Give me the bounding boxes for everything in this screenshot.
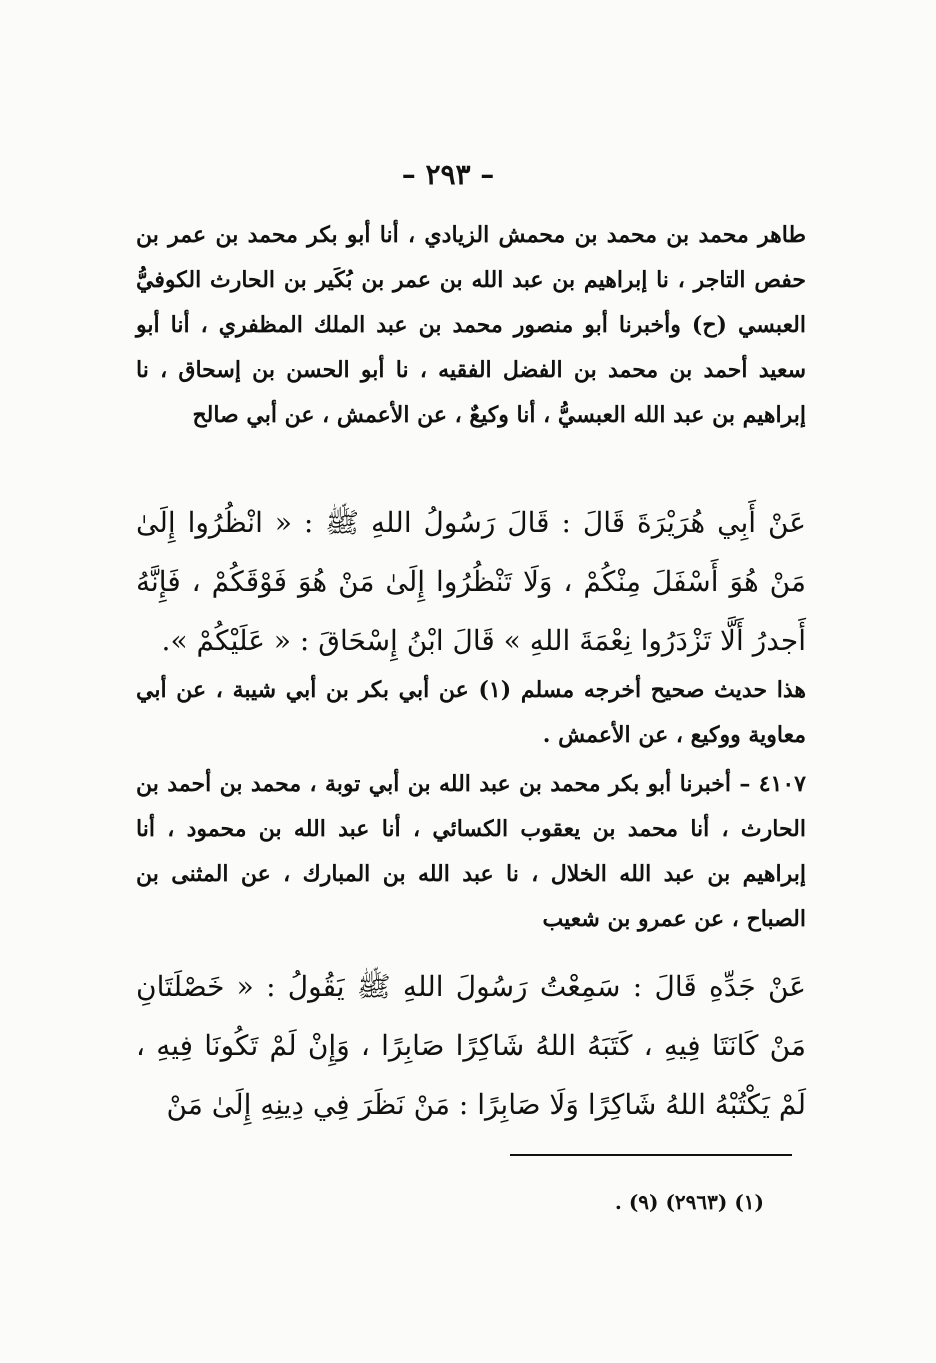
hadith-paragraph-1 [136, 493, 806, 670]
page-number: – ٢٩٣ – [401, 158, 495, 191]
isnad-paragraph-1 [136, 213, 806, 438]
isnad-text-2: ٤١٠٧ – أخبرنا أبو بكر محمد بن عبد الله بن أبي توبة ، محمد بن أحمد بن الحارث ، أنا محمد بن يعقوب الكسائي ، أنا عبد الله بن محمود ، أنا إبراهيم بن عبد الله الخلال ، نا عبد الله بن المبارك ، عن المثنى بن الصباح ، عن عمرو بن شعيب [136, 771, 806, 932]
hadith-text-2: عَنْ جَدِّهِ قَالَ : سَمِعْتُ رَسُولَ اللهِ ﷺ يَقُولُ : « خَصْلَتَانِ مَنْ كَانَتَا فِيهِ ، كَتَبَهُ اللهُ شَاكِرًا صَابِرًا ، وَإِنْ لَمْ تَكُونَا فِيهِ ، لَمْ يَكْتُبْهُ اللهُ شَاكِرًا وَلَا صَابِرًا : مَنْ نَظَرَ فِي دِينِهِ إِلَىٰ مَنْ [136, 970, 806, 1121]
isnad-paragraph-2 [136, 762, 806, 942]
hadith-text-1: عَنْ أَبِي هُرَيْرَةَ قَالَ : قَالَ رَسُولُ اللهِ ﷺ : « انْظُرُوا إِلَىٰ مَنْ هُوَ أَسْفَلَ مِنْكُمْ ، وَلَا تَنْظُرُوا إِلَىٰ مَنْ هُوَ فَوْقَكُمْ ، فَإِنَّهُ أَجدرُ أَلَّا تَزْدَرُوا نِعْمَةَ اللهِ » قَالَ ابْنُ إِسْحَاقَ : « عَلَيْكُمْ ». [136, 506, 806, 657]
footnote: (١) (٢٩٦٣) (٩) . [614, 1190, 764, 1214]
hadith-paragraph-2 [136, 957, 806, 1134]
isnad-text-1: طاهر محمد بن محمد بن محمش الزيادي ، أنا أبو بكر محمد بن عمر بن حفص التاجر ، نا إبراهيم بن عبد الله بن عمر بن بُكَير بن الحارث الكوفيُّ العبسي (ح) وأخبرنا أبو منصور محمد بن عبد الملك المظفري ، أنا أبو سعيد أحمد بن محمد بن الفضل الفقيه ، نا أبو الحسن بن إسحاق ، نا إبراهيم بن عبد الله العبسيُّ ، أنا وكيعٌ ، عن الأعمش ، عن أبي صالح [136, 222, 806, 428]
commentary-text: هذا حديث صحيح أخرجه مسلم (١) عن أبي بكر بن أبي شيبة ، عن أبي معاوية ووكيع ، عن الأعمش . [136, 677, 806, 748]
footnote-divider [510, 1154, 792, 1156]
commentary-paragraph [136, 668, 806, 758]
